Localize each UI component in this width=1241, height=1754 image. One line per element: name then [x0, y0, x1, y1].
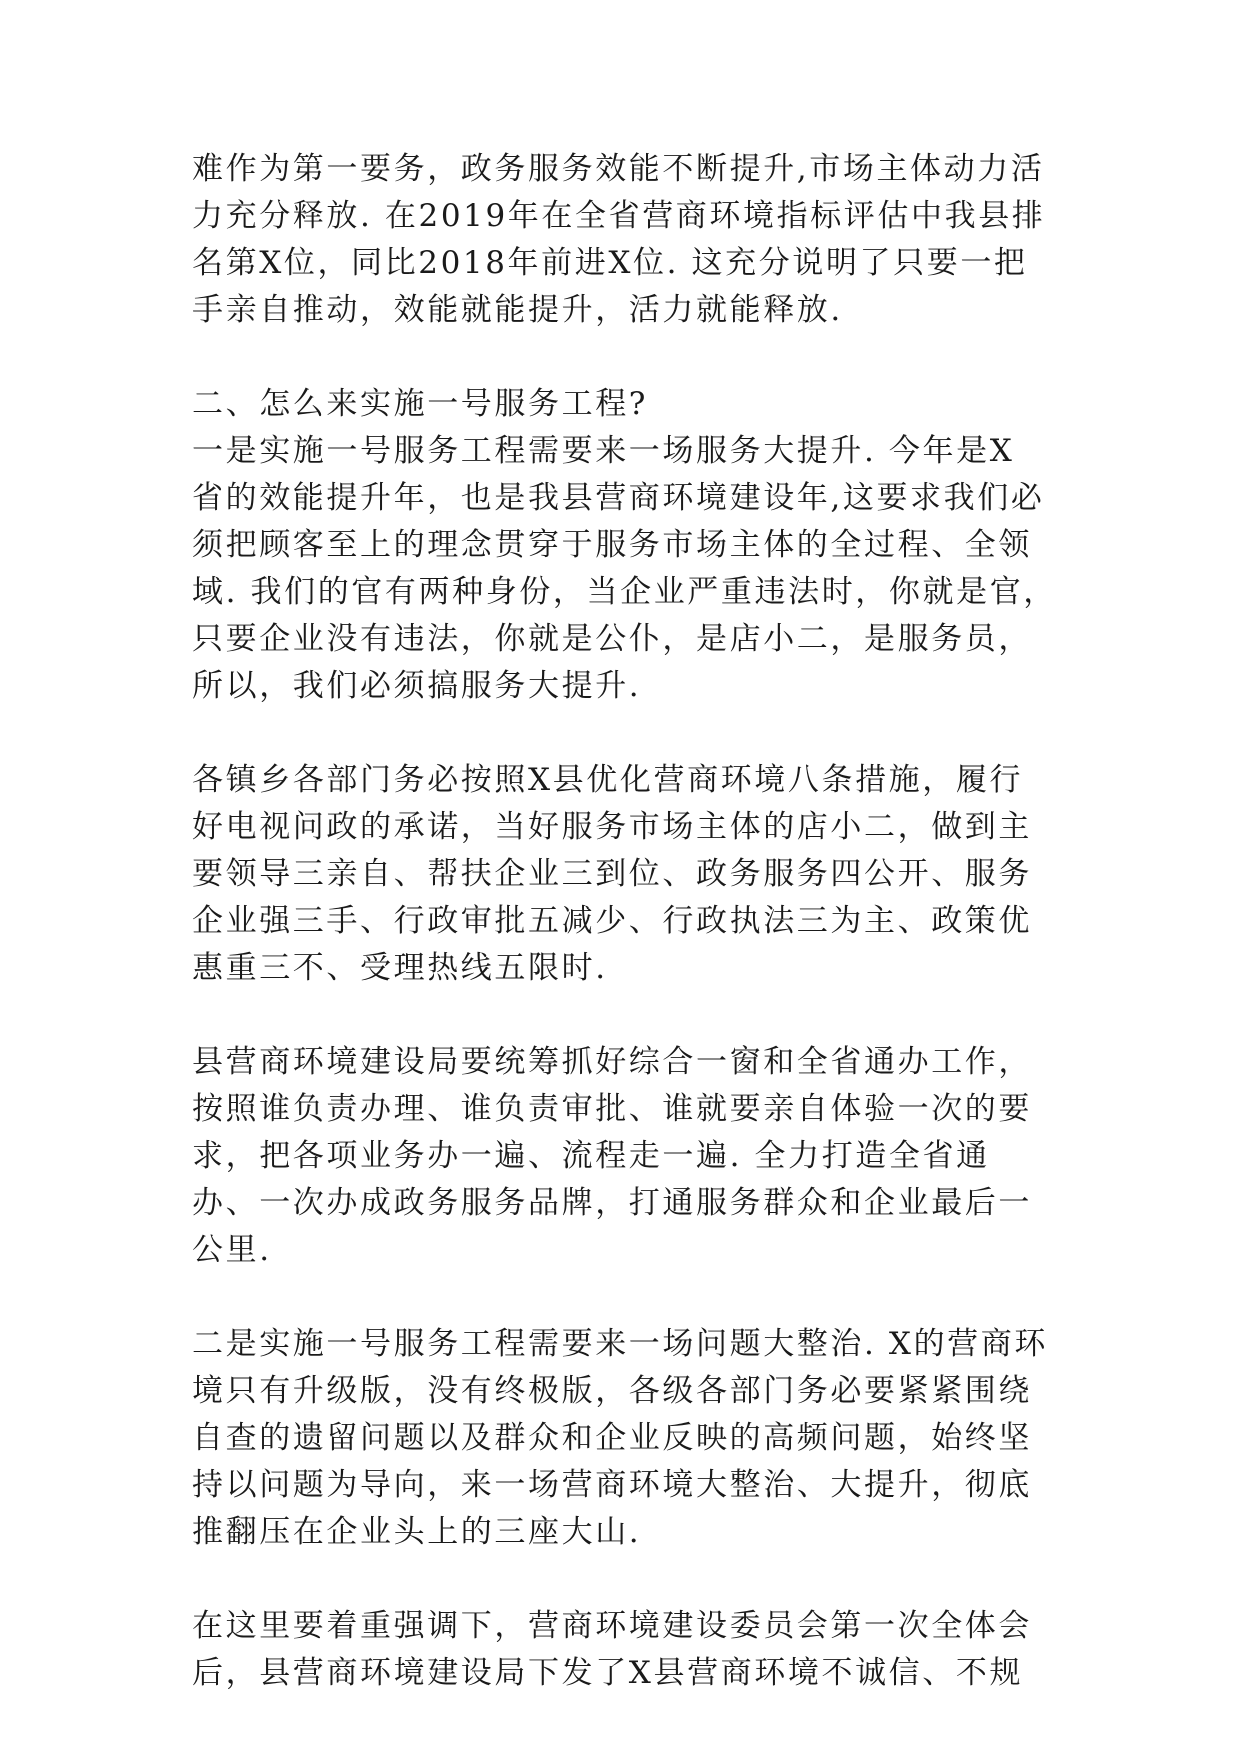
text-line: 办、一次办成政务服务品牌，打通服务群众和企业最后一	[192, 1185, 1032, 1221]
paragraph-6	[192, 1603, 1072, 1697]
text-line: 在这里要着重强调下，营商环境建设委员会第一次全体会	[192, 1608, 1032, 1644]
paragraph-gap	[192, 992, 1072, 1039]
text-line: 推翻压在企业头上的三座大山.	[192, 1514, 642, 1550]
paragraph-gap	[192, 334, 1072, 381]
text-line: 境只有升级版，没有终极版，各级各部门务必要紧紧围绕	[192, 1373, 1032, 1409]
paragraph-3	[192, 757, 1072, 992]
text-line: 一是实施一号服务工程需要来一场服务大提升. 今年是X	[192, 433, 1015, 469]
text-line: 各镇乡各部门务必按照X县优化营商环境八条措施，履行	[192, 762, 1024, 798]
text-line: 只要企业没有违法，你就是公仆，是店小二，是服务员，	[192, 621, 1032, 657]
paragraph-gap	[192, 1556, 1072, 1603]
text-line: 要领导三亲自、帮扶企业三到位、政务服务四公开、服务	[192, 856, 1032, 892]
text-line: 公里.	[192, 1232, 272, 1268]
paragraph-4	[192, 1039, 1072, 1274]
text-line: 手亲自推动，效能就能提升，活力就能释放.	[192, 292, 843, 328]
text-line: 域. 我们的官有两种身份，当企业严重违法时，你就是官，	[192, 574, 1057, 610]
text-line: 二是实施一号服务工程需要来一场问题大整治. X的营商环	[192, 1326, 1048, 1362]
text-line: 力充分释放. 在2019年在全省营商环境指标评估中我县排	[192, 198, 1046, 234]
paragraph-gap	[192, 710, 1072, 757]
text-line: 企业强三手、行政审批五减少、行政执法三为主、政策优	[192, 903, 1032, 939]
text-line: 持以问题为导向，来一场营商环境大整治、大提升，彻底	[192, 1467, 1032, 1503]
text-line: 好电视问政的承诺，当好服务市场主体的店小二，做到主	[192, 809, 1032, 845]
text-line: 按照谁负责办理、谁负责审批、谁就要亲自体验一次的要	[192, 1091, 1032, 1127]
text-line: 名第X位，同比2018年前进X位. 这充分说明了只要一把	[192, 245, 1028, 281]
paragraph-1	[192, 146, 1072, 334]
text-line: 县营商环境建设局要统筹抓好综合一窗和全省通办工作，	[192, 1044, 1032, 1080]
text-line: 求，把各项业务办一遍、流程走一遍. 全力打造全省通	[192, 1138, 990, 1174]
text-line: 所以，我们必须搞服务大提升.	[192, 668, 642, 704]
text-line: 后，县营商环境建设局下发了X县营商环境不诚信、不规	[192, 1655, 1024, 1691]
text-line: 惠重三不、受理热线五限时.	[192, 950, 608, 986]
paragraph-gap	[192, 1274, 1072, 1321]
paragraph-5	[192, 1321, 1072, 1556]
paragraph-2	[192, 381, 1072, 710]
text-line: 须把顾客至上的理念贯穿于服务市场主体的全过程、全领	[192, 527, 1032, 563]
text-line: 省的效能提升年，也是我县营商环境建设年,这要求我们必	[192, 480, 1045, 516]
text-line: 难作为第一要务，政务服务效能不断提升,市场主体动力活	[192, 151, 1045, 187]
text-line: 自查的遗留问题以及群众和企业反映的高频问题，始终坚	[192, 1420, 1032, 1456]
document-body	[192, 146, 1072, 1697]
section-heading: 二、怎么来实施一号服务工程?	[192, 386, 649, 422]
